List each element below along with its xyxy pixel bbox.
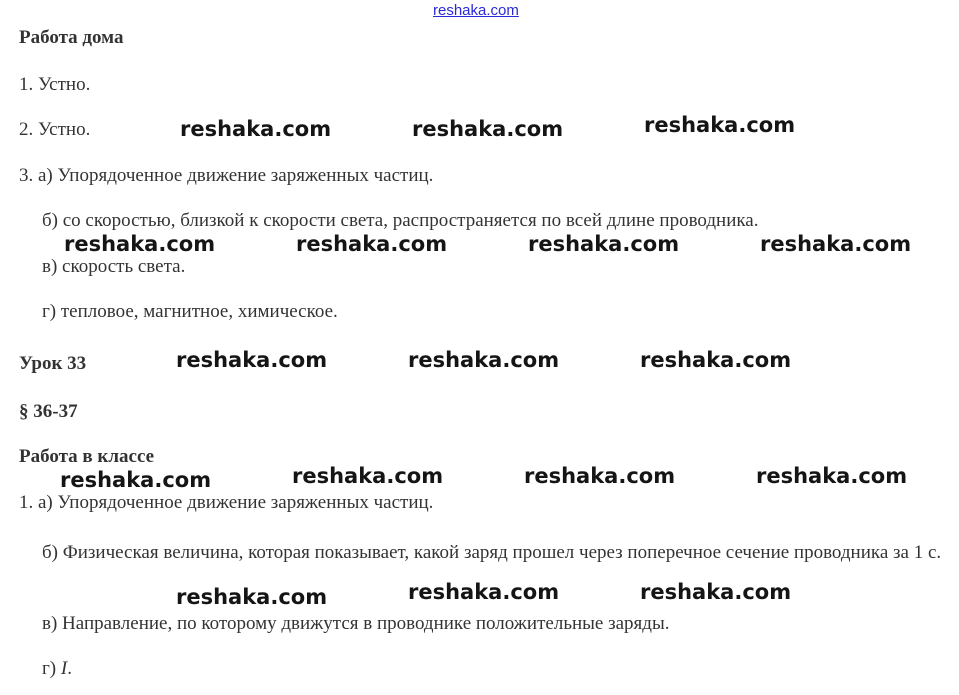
watermark: reshaka.com <box>60 468 212 492</box>
watermark: reshaka.com <box>412 117 564 141</box>
home-item-3c: в) скорость света. <box>42 256 186 277</box>
watermark: reshaka.com <box>296 232 448 256</box>
class-item-1d-label: г) <box>42 658 61 679</box>
watermark: reshaka.com <box>644 113 796 137</box>
class-item-1b: б) Физическая величина, которая показывает, какой заряд прошел через поперечное сечение проводника за 1 с. <box>42 542 942 563</box>
lesson-heading: Урок 33 <box>19 353 87 374</box>
class-item-1a: 1. а) Упорядоченное движение заряженных частиц. <box>19 492 434 513</box>
site-link[interactable]: reshaka.com <box>433 2 519 19</box>
home-item-3d: г) тепловое, магнитное, химическое. <box>42 301 338 322</box>
watermark: reshaka.com <box>528 232 680 256</box>
watermark: reshaka.com <box>524 464 676 488</box>
class-work-heading: Работа в классе <box>19 446 155 467</box>
home-item-3b: б) со скоростью, близкой к скорости света, распространяется по всей длине проводника. <box>42 210 759 231</box>
watermark: reshaka.com <box>640 348 792 372</box>
home-item-2: 2. Устно. <box>19 119 91 140</box>
watermark: reshaka.com <box>64 232 216 256</box>
watermark: reshaka.com <box>408 348 560 372</box>
watermark: reshaka.com <box>292 464 444 488</box>
home-item-3a: 3. а) Упорядоченное движение заряженных частиц. <box>19 165 434 186</box>
section-heading: § 36-37 <box>19 401 78 422</box>
watermark: reshaka.com <box>760 232 912 256</box>
home-work-heading: Работа дома <box>19 27 124 48</box>
watermark: reshaka.com <box>408 580 560 604</box>
watermark: reshaka.com <box>756 464 908 488</box>
class-item-1d-end: . <box>67 658 72 679</box>
home-item-1: 1. Устно. <box>19 74 91 95</box>
watermark: reshaka.com <box>176 348 328 372</box>
current-symbol: I <box>60 658 68 679</box>
watermark: reshaka.com <box>640 580 792 604</box>
watermark: reshaka.com <box>180 117 332 141</box>
watermark: reshaka.com <box>176 585 328 609</box>
class-item-1d <box>42 658 72 680</box>
class-item-1c: в) Направление, по которому движутся в проводнике положительные заряды. <box>42 613 670 634</box>
